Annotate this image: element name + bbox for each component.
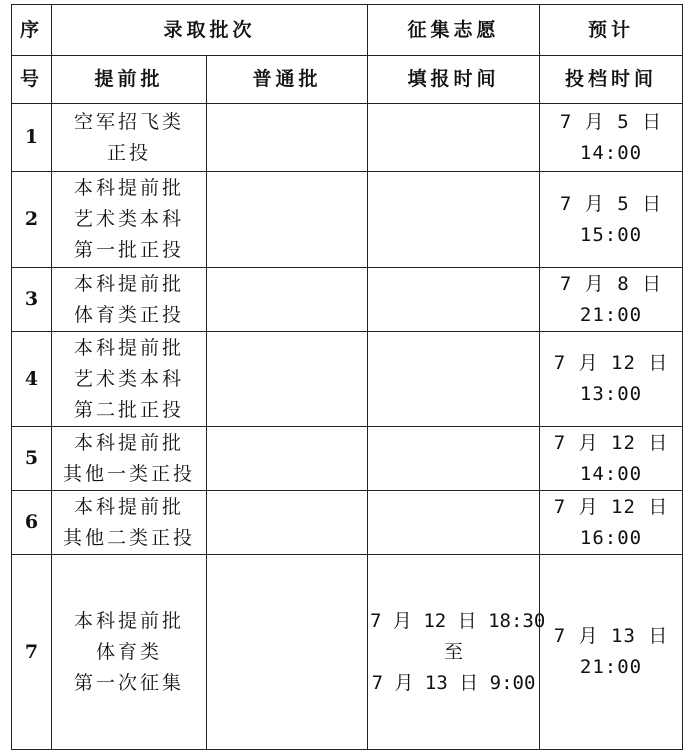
table-row (12, 104, 683, 172)
header-xu: 序 (12, 5, 52, 56)
batch-line: 体育类正投 (73, 303, 184, 326)
putong-cell (207, 332, 368, 427)
batch-line: 艺术类本科 (73, 208, 184, 230)
batch-line: 本科提前批 (73, 336, 184, 359)
batch-cell (52, 172, 207, 268)
toudang-date: 7 月 8 日 (559, 272, 663, 295)
batch-line: 空军招飞类 (73, 110, 184, 133)
toudang-cell (540, 332, 683, 427)
toudang-date: 7 月 13 日 (553, 625, 669, 647)
zhengji-end: 7 月 13 日 9:00 (371, 671, 536, 694)
zhengji-cell (368, 172, 540, 268)
zhengji-start: 7 月 12 日 18:30 (370, 609, 546, 632)
header-row-2 (12, 56, 683, 104)
row-number: 5 (12, 427, 52, 491)
header-hao: 号 (12, 56, 52, 104)
batch-line: 本科提前批 (73, 495, 184, 518)
toudang-time: 21:00 (579, 303, 643, 326)
toudang-cell (540, 555, 683, 750)
batch-line: 本科提前批 (73, 272, 184, 295)
batch-line: 第一批正投 (73, 239, 184, 261)
batch-line: 本科提前批 (73, 177, 184, 199)
header-yuji-2: 投档时间 (540, 56, 683, 104)
toudang-date: 7 月 5 日 (559, 110, 663, 133)
row-number: 3 (12, 268, 52, 332)
table-row (12, 332, 683, 427)
header-yuji-1: 预计 (540, 5, 683, 56)
batch-line: 体育类 (95, 640, 162, 663)
row-number: 7 (12, 555, 52, 750)
table-row (12, 172, 683, 268)
batch-cell (52, 427, 207, 491)
batch-line: 其他一类正投 (62, 462, 195, 485)
toudang-time: 13:00 (579, 383, 643, 405)
zhengji-cell (368, 268, 540, 332)
toudang-cell (540, 172, 683, 268)
header-zhengji-2: 填报时间 (368, 56, 540, 104)
batch-line: 第一次征集 (73, 671, 184, 694)
toudang-date: 7 月 12 日 (553, 495, 669, 518)
row-number: 1 (12, 104, 52, 172)
toudang-cell (540, 268, 683, 332)
admission-schedule-table (11, 4, 683, 750)
batch-line: 正投 (106, 141, 151, 164)
row-number: 6 (12, 491, 52, 555)
header-row-1 (12, 5, 683, 56)
zhengji-to: 至 (444, 640, 464, 663)
header-zhengji-1: 征集志愿 (368, 5, 540, 56)
header-putongpi: 普通批 (207, 56, 368, 104)
batch-cell (52, 104, 207, 172)
zhengji-cell (368, 332, 540, 427)
toudang-cell (540, 491, 683, 555)
batch-line: 其他二类正投 (62, 526, 195, 549)
batch-line: 艺术类本科 (73, 367, 184, 390)
putong-cell (207, 555, 368, 750)
putong-cell (207, 104, 368, 172)
batch-cell (52, 491, 207, 555)
putong-cell (207, 172, 368, 268)
header-tiqianpi: 提前批 (52, 56, 207, 104)
putong-cell (207, 268, 368, 332)
toudang-time: 21:00 (579, 656, 643, 678)
row-number: 4 (12, 332, 52, 427)
batch-cell (52, 268, 207, 332)
toudang-date: 7 月 12 日 (553, 352, 669, 374)
toudang-date: 7 月 12 日 (553, 431, 669, 454)
putong-cell (207, 427, 368, 491)
header-luqu-pici: 录取批次 (52, 5, 368, 56)
zhengji-cell (368, 427, 540, 491)
batch-cell (52, 555, 207, 750)
table-row (12, 268, 683, 332)
zhengji-cell (368, 491, 540, 555)
batch-line: 第二批正投 (73, 398, 184, 421)
batch-line: 本科提前批 (73, 609, 184, 632)
toudang-time: 14:00 (579, 462, 643, 485)
toudang-time: 15:00 (579, 223, 643, 246)
toudang-cell (540, 427, 683, 491)
putong-cell (207, 491, 368, 555)
toudang-date: 7 月 5 日 (559, 192, 663, 215)
batch-cell (52, 332, 207, 427)
toudang-time: 14:00 (579, 141, 643, 164)
table-row (12, 491, 683, 555)
toudang-time: 16:00 (579, 526, 643, 549)
row-number: 2 (12, 172, 52, 268)
table-row (12, 427, 683, 491)
toudang-cell (540, 104, 683, 172)
batch-line: 本科提前批 (73, 431, 184, 454)
zhengji-cell (368, 104, 540, 172)
table-row (12, 555, 683, 750)
zhengji-cell (368, 555, 546, 750)
